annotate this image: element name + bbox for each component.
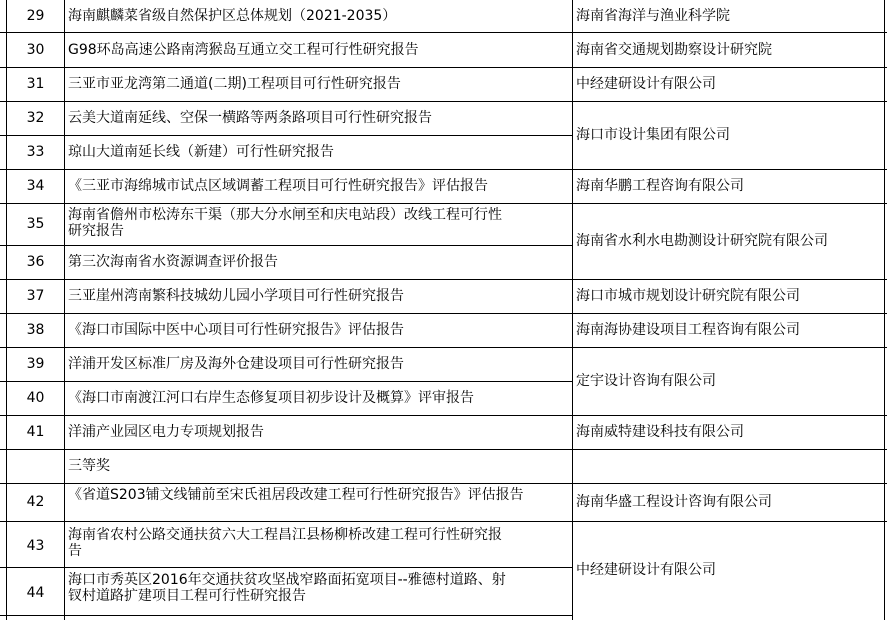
organization-name: 海南省水利水电勘测设计研究院有限公司 xyxy=(576,233,828,249)
organization-name: 海南威特建设科技有限公司 xyxy=(576,424,744,440)
project-name: 云美大道南延线、空保一横路等两条路项目可行性研究报告 xyxy=(68,110,432,126)
project-name: 《三亚市海绵城市试点区域调蓄工程项目可行性研究报告》评估报告 xyxy=(68,178,488,194)
organization-name: 海口市设计集团有限公司 xyxy=(576,127,730,143)
project-name: 《海口市南渡江河口右岸生态修复项目初步设计及概算》评审报告 xyxy=(68,390,474,406)
project-name: 海口市秀英区2016年交通扶贫攻坚战窄路面拓宽项目--雅德村道路、射 钗村道路扩建项目工程可行性研究报告 xyxy=(68,572,506,604)
project-name: 三亚市亚龙湾第二通道(二期)工程项目可行性研究报告 xyxy=(68,76,401,92)
organization-name: 海南华盛工程设计咨询有限公司 xyxy=(576,494,772,510)
row-divider xyxy=(0,415,887,416)
row-number: 35 xyxy=(26,216,45,232)
row-number: 44 xyxy=(26,585,45,601)
row-divider xyxy=(0,279,887,280)
project-name: 第三次海南省水资源调查评价报告 xyxy=(68,254,278,270)
row-divider xyxy=(0,313,887,314)
project-name: 海南省农村公路交通扶贫六大工程昌江县杨柳桥改建工程可行性研究报 告 xyxy=(68,527,502,559)
organization-name: 海南省交通规划勘察设计研究院 xyxy=(576,42,772,58)
organization-name: 中经建研设计有限公司 xyxy=(576,76,716,92)
column-divider-num xyxy=(64,0,65,620)
row-number: 36 xyxy=(26,254,45,270)
row-number: 31 xyxy=(26,76,45,92)
row-divider xyxy=(0,32,887,33)
row-number: 39 xyxy=(26,356,45,372)
row-divider xyxy=(0,169,887,170)
row-number: 37 xyxy=(26,288,45,304)
award-tier-heading: 三等奖 xyxy=(68,458,110,474)
column-divider-project xyxy=(572,0,573,620)
project-name: G98环岛高速公路南湾猴岛互通立交工程可行性研究报告 xyxy=(68,42,419,58)
row-divider xyxy=(0,101,887,102)
row-number: 33 xyxy=(26,144,45,160)
row-divider-partial xyxy=(0,615,573,616)
row-divider xyxy=(0,203,887,204)
row-number: 38 xyxy=(26,322,45,338)
row-number: 43 xyxy=(26,538,45,554)
row-divider-partial xyxy=(0,245,573,246)
project-name: 海南省儋州市松涛东干渠（那大分水闸至和庆电站段）改线工程可行性 研究报告 xyxy=(68,207,502,239)
organization-name: 海南省海洋与渔业科学院 xyxy=(576,8,730,24)
project-name: 《省道S203铺文线铺前至宋氏祖居段改建工程可行性研究报告》评估报告 xyxy=(68,487,524,503)
organization-name: 定宇设计咨询有限公司 xyxy=(576,373,716,389)
row-divider xyxy=(0,67,887,68)
organization-name: 海口市城市规划设计研究院有限公司 xyxy=(576,288,800,304)
project-name: 洋浦产业园区电力专项规划报告 xyxy=(68,424,264,440)
table-border-right xyxy=(884,0,885,620)
row-divider-partial xyxy=(0,135,573,136)
row-divider xyxy=(0,483,887,484)
row-divider xyxy=(0,347,887,348)
row-number: 32 xyxy=(26,110,45,126)
organization-name: 中经建研设计有限公司 xyxy=(576,562,716,578)
project-name: 琼山大道南延长线（新建）可行性研究报告 xyxy=(68,144,334,160)
project-name: 海南麒麟菜省级自然保护区总体规划（2021-2035） xyxy=(68,8,397,24)
table-border-left xyxy=(6,0,7,620)
organization-name: 海南华鹏工程咨询有限公司 xyxy=(576,178,744,194)
row-divider xyxy=(0,449,887,450)
project-name: 洋浦开发区标准厂房及海外仓建设项目可行性研究报告 xyxy=(68,356,404,372)
row-divider-partial xyxy=(0,567,573,568)
row-number: 34 xyxy=(26,178,45,194)
organization-name: 海南海协建设项目工程咨询有限公司 xyxy=(576,322,800,338)
row-number: 42 xyxy=(26,494,45,510)
project-name: 《海口市国际中医中心项目可行性研究报告》评估报告 xyxy=(68,322,404,338)
row-number: 41 xyxy=(26,424,45,440)
project-name: 三亚崖州湾南繁科技城幼儿园小学项目可行性研究报告 xyxy=(68,288,404,304)
row-number: 30 xyxy=(26,42,45,58)
row-number: 40 xyxy=(26,390,45,406)
row-divider xyxy=(0,521,887,522)
row-number: 29 xyxy=(26,8,45,24)
row-divider-partial xyxy=(0,381,573,382)
